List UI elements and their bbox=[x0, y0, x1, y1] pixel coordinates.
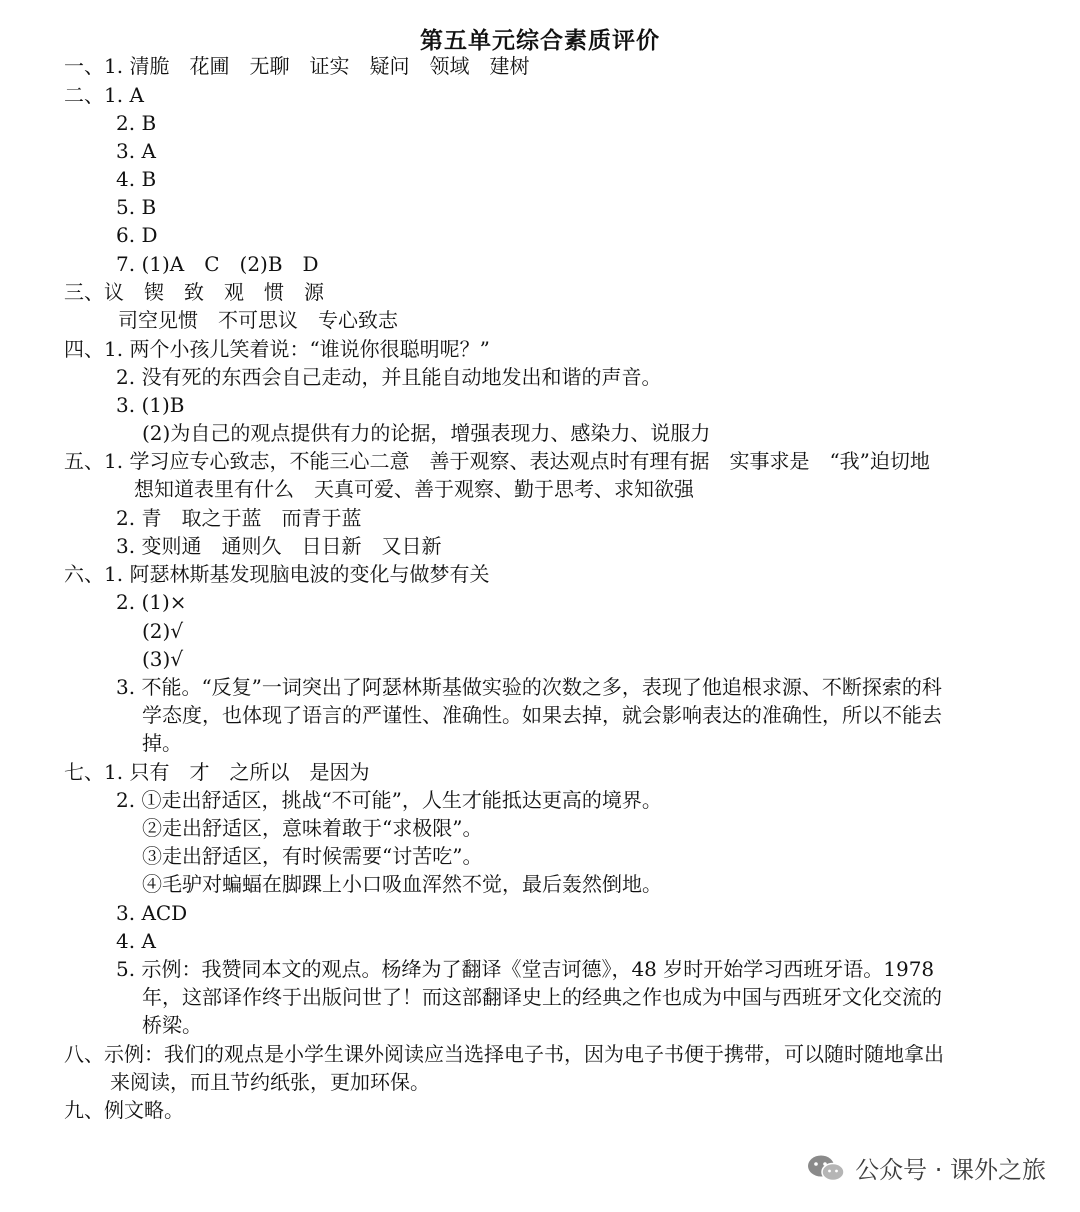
answer-line-11: 四、1. 两个小孩儿笑着说：“谁说你很聪明呢？” bbox=[64, 337, 490, 361]
answer-line-3: 2. B bbox=[116, 111, 157, 135]
answer-line-37: 来阅读，而且节约纸张，更加环保。 bbox=[110, 1070, 430, 1094]
answer-line-21: (2)√ bbox=[142, 619, 184, 643]
answer-line-33: 5. 示例：我赞同本文的观点。杨绛为了翻译《堂吉诃德》，48 岁时开始学习西班牙语。1978 bbox=[116, 957, 935, 981]
answer-line-28: ②走出舒适区，意味着敢于“求极限”。 bbox=[142, 816, 483, 840]
answer-line-17: 2. 青 取之于蓝 而青于蓝 bbox=[116, 506, 362, 530]
answer-line-38: 九、例文略。 bbox=[64, 1098, 184, 1122]
answer-line-7: 6. D bbox=[116, 223, 158, 247]
answer-line-12: 2. 没有死的东西会自己走动，并且能自动地发出和谐的声音。 bbox=[116, 365, 662, 389]
watermark bbox=[805, 1150, 1046, 1185]
answer-line-26: 七、1. 只有 才 之所以 是因为 bbox=[64, 760, 370, 784]
answer-line-8: 7. (1)A C (2)B D bbox=[116, 252, 319, 276]
answer-line-6: 5. B bbox=[116, 195, 157, 219]
answer-line-20: 2. (1)× bbox=[116, 590, 187, 614]
answer-line-34: 年，这部译作终于出版问世了！而这部翻译史上的经典之作也成为中国与西班牙文化交流的 bbox=[142, 985, 942, 1009]
answer-line-24: 学态度，也体现了语言的严谨性、准确性。如果去掉，就会影响表达的准确性，所以不能去 bbox=[142, 703, 942, 727]
page-title: 第五单元综合素质评价 bbox=[420, 27, 660, 54]
answer-line-13: 3. (1)B bbox=[116, 393, 185, 417]
answer-line-2: 二、1. A bbox=[64, 83, 144, 107]
answer-line-18: 3. 变则通 通则久 日日新 又日新 bbox=[116, 534, 442, 558]
answer-line-36: 八、示例：我们的观点是小学生课外阅读应当选择电子书，因为电子书便于携带，可以随时随地拿出 bbox=[64, 1042, 944, 1066]
answer-line-4: 3. A bbox=[116, 139, 156, 163]
answer-line-5: 4. B bbox=[116, 167, 157, 191]
answer-line-15: 五、1. 学习应专心致志，不能三心二意 善于观察、表达观点时有理有据 实事求是 “我”迫切地 bbox=[64, 449, 930, 473]
answer-line-31: 3. ACD bbox=[116, 901, 188, 925]
wechat-icon bbox=[805, 1153, 847, 1183]
answer-line-29: ③走出舒适区，有时候需要“讨苦吃”。 bbox=[142, 844, 483, 868]
answer-line-32: 4. A bbox=[116, 929, 156, 953]
answer-line-25: 掉。 bbox=[142, 731, 182, 755]
answer-line-23: 3. 不能。“反复”一词突出了阿瑟林斯基做实验的次数之多，表现了他追根求源、不断探索的科 bbox=[116, 675, 942, 699]
answer-line-1: 一、1. 清脆 花圃 无聊 证实 疑问 领域 建树 bbox=[64, 54, 530, 78]
answer-line-27: 2. ①走出舒适区，挑战“不可能”，人生才能抵达更高的境界。 bbox=[116, 788, 662, 812]
answer-line-16: 想知道表里有什么 天真可爱、善于观察、勤于思考、求知欲强 bbox=[134, 477, 694, 501]
answer-line-9: 三、议 锲 致 观 惯 源 bbox=[64, 280, 324, 304]
answer-line-14: (2)为自己的观点提供有力的论据，增强表现力、感染力、说服力 bbox=[142, 421, 711, 445]
answer-line-35: 桥梁。 bbox=[142, 1013, 202, 1037]
answer-line-19: 六、1. 阿瑟林斯基发现脑电波的变化与做梦有关 bbox=[64, 562, 490, 586]
answer-line-10: 司空见惯 不可思议 专心致志 bbox=[118, 308, 398, 332]
watermark-text: 公众号 · 课外之旅 bbox=[855, 1156, 1046, 1184]
answer-line-30: ④毛驴对蝙蝠在脚踝上小口吸血浑然不觉，最后轰然倒地。 bbox=[142, 872, 662, 896]
answer-line-22: (3)√ bbox=[142, 647, 184, 671]
